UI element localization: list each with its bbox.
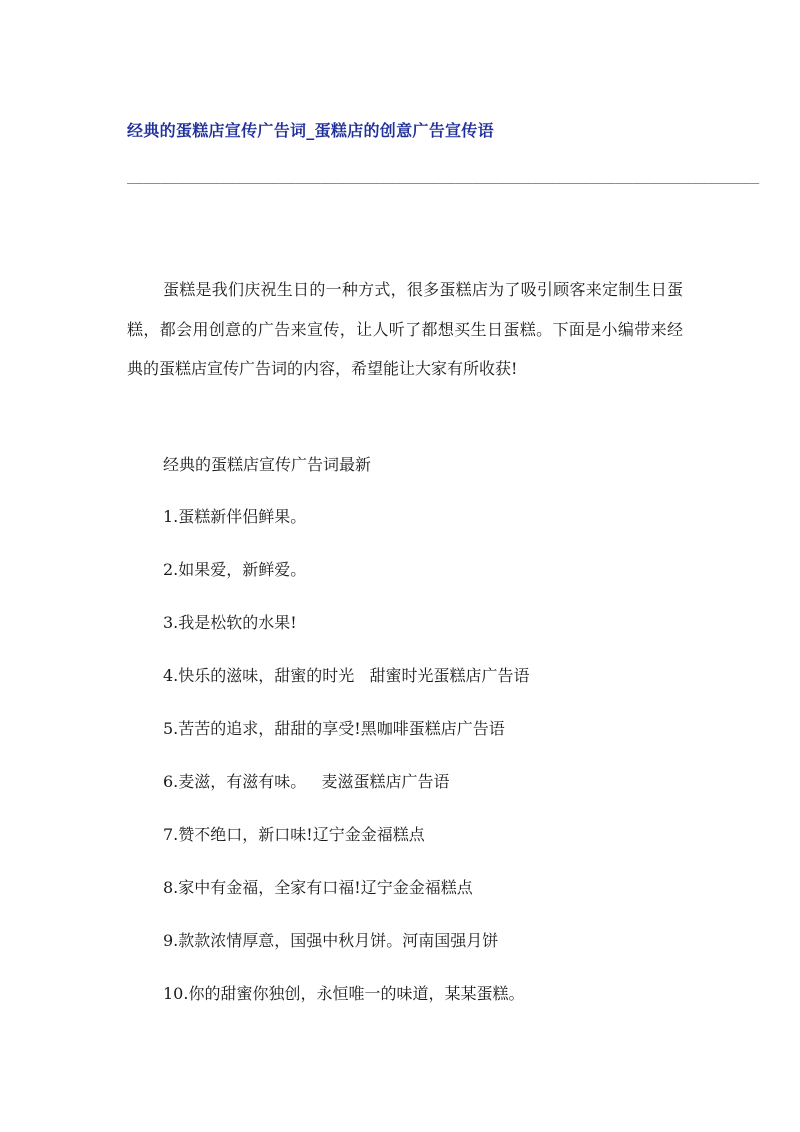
title-underline: ___________________________________________________________________________ <box>127 168 760 184</box>
slogan-item: 8.家中有金福，全家有口福!辽宁金金福糕点 <box>163 878 473 897</box>
slogan-list <box>163 504 530 1034</box>
slogan-item: 3.我是松软的水果! <box>163 613 297 632</box>
slogan-item: 1.蛋糕新伴侣鲜果。 <box>163 507 307 526</box>
intro-paragraph: 蛋糕是我们庆祝生日的一种方式，很多蛋糕店为了吸引顾客来定制生日蛋糕，都会用创意的广告来宣传，让人听了都想买生日蛋糕。下面是小编带来经典的蛋糕店宣传广告词的内容，希望能让大家有所收获! <box>127 280 683 378</box>
slogan-item: 10.你的甜蜜你独创，永恒唯一的味道，某某蛋糕。 <box>163 984 525 1003</box>
section-heading: 经典的蛋糕店宣传广告词最新 <box>163 455 372 474</box>
slogan-item: 4.快乐的滋味，甜蜜的时光 甜蜜时光蛋糕店广告语 <box>163 666 530 685</box>
slogan-item: 7.赞不绝口，新口味!辽宁金金福糕点 <box>163 825 425 844</box>
slogan-item: 5.苦苦的追求，甜甜的享受!黑咖啡蛋糕店广告语 <box>163 719 505 738</box>
slogan-item: 6.麦滋，有滋有味。 麦滋蛋糕店广告语 <box>163 772 450 791</box>
slogan-item: 2.如果爱，新鲜爱。 <box>163 560 307 579</box>
slogan-item: 9.款款浓情厚意，国强中秋月饼。河南国强月饼 <box>163 931 499 950</box>
document-title: 经典的蛋糕店宣传广告词_蛋糕店的创意广告宣传语 <box>127 121 494 140</box>
